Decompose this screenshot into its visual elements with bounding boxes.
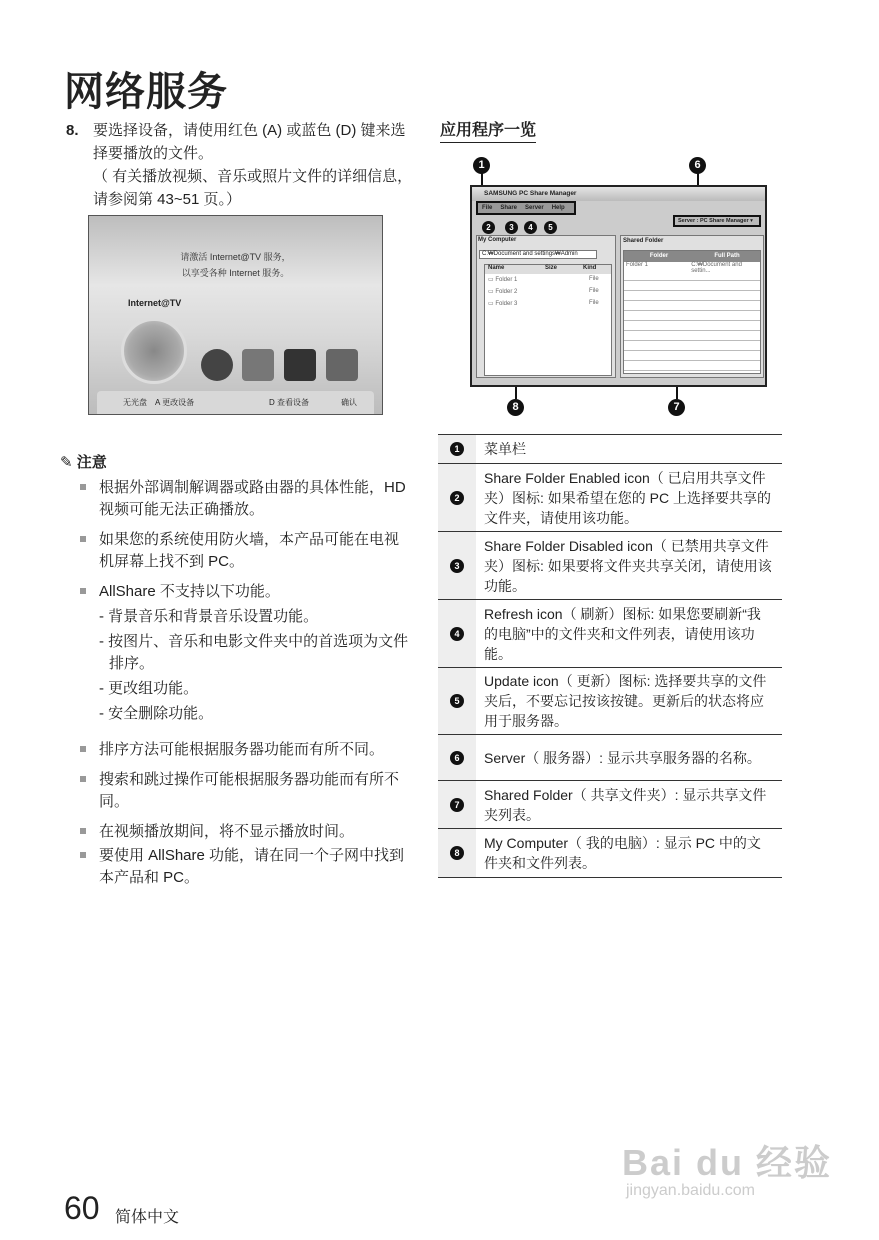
menu-share[interactable]: Share (500, 205, 518, 211)
row-number: 6 (450, 751, 464, 765)
callout-5: 5 (544, 221, 557, 234)
step-8 (66, 119, 416, 211)
callout-3: 3 (505, 221, 518, 234)
menu-bar (476, 201, 576, 215)
callout-7: 7 (668, 399, 685, 416)
step-number: 8. (66, 122, 79, 139)
row-text: My Computer（ 我的电脑）: 显示 PC 中的文件夹和文件列表。 (484, 835, 761, 871)
internet-tv-icon (121, 318, 187, 384)
callout-6: 6 (689, 157, 706, 174)
baidu-watermark-url: jingyan.baidu.com (626, 1182, 755, 1199)
server-dropdown[interactable]: Server : PC Share Manager ▾ (673, 215, 761, 227)
shared-folder-pane (620, 235, 764, 378)
page-number: 60 (64, 1190, 100, 1226)
note-item: 在视频播放期间，将不显示播放时间。 (78, 821, 413, 843)
note-item-text: AllShare 不支持以下功能。 (99, 583, 280, 600)
notes-list (78, 477, 413, 897)
photo-icon (284, 349, 316, 381)
pc-share-manager-screenshot (470, 185, 767, 387)
section-heading: 应用程序一览 (440, 117, 536, 143)
row-number: 2 (450, 491, 464, 505)
callout-1: 1 (473, 157, 490, 174)
row-number: 4 (450, 627, 464, 641)
note-item: 如果您的系统使用防火墙，本产品可能在电视机屏幕上找不到 PC。 (78, 529, 413, 573)
pencil-icon: ✎ (60, 454, 73, 471)
server-label: Server : PC Share Manager (678, 218, 749, 224)
row-number: 1 (450, 442, 464, 456)
shared-folder-label: Shared Folder (623, 238, 664, 244)
note-item: 排序方法可能根据服务器功能而有所不同。 (78, 739, 413, 761)
note-item: 搜索和跳过操作可能根据服务器功能而有所不同。 (78, 769, 413, 813)
file-row[interactable]: ▭ Folder 1 File (488, 276, 599, 283)
settings-icon (326, 349, 358, 381)
callout-2: 2 (482, 221, 495, 234)
my-computer-pane (476, 235, 616, 378)
no-disc-label: 无光盘 (123, 398, 147, 407)
menu-server[interactable]: Server (525, 205, 544, 211)
col-size[interactable]: Size (545, 265, 558, 271)
step-text: 要选择设备，请使用红色 (A) 或蓝色 (D) 键来选择要播放的文件。 (93, 122, 406, 162)
change-device-label: A 更改设备 (155, 398, 195, 407)
note-subitem: - 按图片、音乐和电影文件夹中的首选项为文件排序。 (99, 633, 409, 672)
row-text: Shared Folder（ 共享文件夹）: 显示共享文件夹列表。 (484, 786, 767, 823)
note-subitem: - 更改组功能。 (99, 680, 199, 697)
tv-internet-label: Internet@TV (128, 298, 182, 308)
page-title: 网络服务 (64, 70, 228, 114)
music-icon (242, 349, 274, 381)
baidu-watermark-logo: Bai du 经验 (622, 1142, 833, 1183)
row-number: 8 (450, 846, 464, 860)
row-text: 菜单栏 (484, 441, 526, 457)
menu-file[interactable]: File (482, 205, 493, 211)
tv-bottom-bar (97, 391, 374, 415)
col-kind[interactable]: Kind (583, 265, 597, 271)
language-label: 简体中文 (115, 1209, 180, 1226)
notes-heading-text: 注意 (76, 454, 107, 471)
notes-heading (60, 451, 107, 472)
row-number: 3 (450, 559, 464, 573)
note-item: 要使用 AllShare 功能，请在同一个子网中找到本产品和 PC。 (78, 845, 413, 889)
row-text: Update icon（ 更新）图标: 选择要共享的文件夹后，不要忘记按该按键。更新后的状态将应用于服务器。 (484, 673, 767, 729)
note-item: 根据外部调制解调器或路由器的具体性能，HD 视频可能无法正确播放。 (78, 477, 413, 521)
row-text: Share Folder Enabled icon（ 已启用共享文件夹）图标: 如果希望在您的 PC 上选择要共享的文件夹，请使用该功能。 (484, 469, 772, 526)
row-text: Server（ 服务器）: 显示共享服务器的名称。 (484, 749, 761, 766)
legend-table (438, 434, 782, 878)
row-text: Refresh icon（ 刷新）图标: 如果您要刷新“我的电脑”中的文件夹和文件列表，请使用该功能。 (484, 605, 761, 662)
view-device-label: D 查看设备 (269, 398, 309, 407)
tv-message-2: 以享受各种 Internet 服务。 (181, 268, 290, 278)
my-computer-label: My Computer (478, 237, 517, 243)
col-name[interactable]: Name (488, 265, 505, 271)
menu-help[interactable]: Help (551, 205, 565, 211)
path-input[interactable]: C:₩Document and settings₩Admin (479, 250, 597, 259)
video-icon (201, 349, 233, 381)
row-number: 7 (450, 798, 464, 812)
col-full-path[interactable]: Full Path (714, 253, 740, 259)
shared-list (623, 250, 761, 374)
tv-screenshot (88, 215, 383, 415)
step-note: （ 有关播放视频、音乐或照片文件的详细信息，请参阅第 43~51 页。） (93, 168, 413, 208)
file-list (484, 264, 612, 376)
callout-8: 8 (507, 399, 524, 416)
tv-message-1: 请激活 Internet@TV 服务， (180, 252, 291, 262)
col-folder[interactable]: Folder (649, 253, 669, 259)
shared-row[interactable]: Folder 1 C:₩Document and settin... (624, 262, 760, 274)
file-row[interactable]: ▭ Folder 2 File (488, 288, 599, 295)
file-row[interactable]: ▭ Folder 3 File (488, 300, 599, 307)
row-text: Share Folder Disabled icon（ 已禁用共享文件夹）图标: 如果要将文件夹共享关闭，请使用该功能。 (484, 537, 772, 594)
note-item (78, 581, 413, 725)
confirm-label: 确认 (341, 398, 357, 407)
note-subitem: - 安全删除功能。 (99, 705, 214, 722)
app-title: SAMSUNG PC Share Manager (472, 187, 765, 201)
note-subitem: - 背景音乐和背景音乐设置功能。 (99, 608, 319, 625)
row-number: 5 (450, 694, 464, 708)
callout-4: 4 (524, 221, 537, 234)
